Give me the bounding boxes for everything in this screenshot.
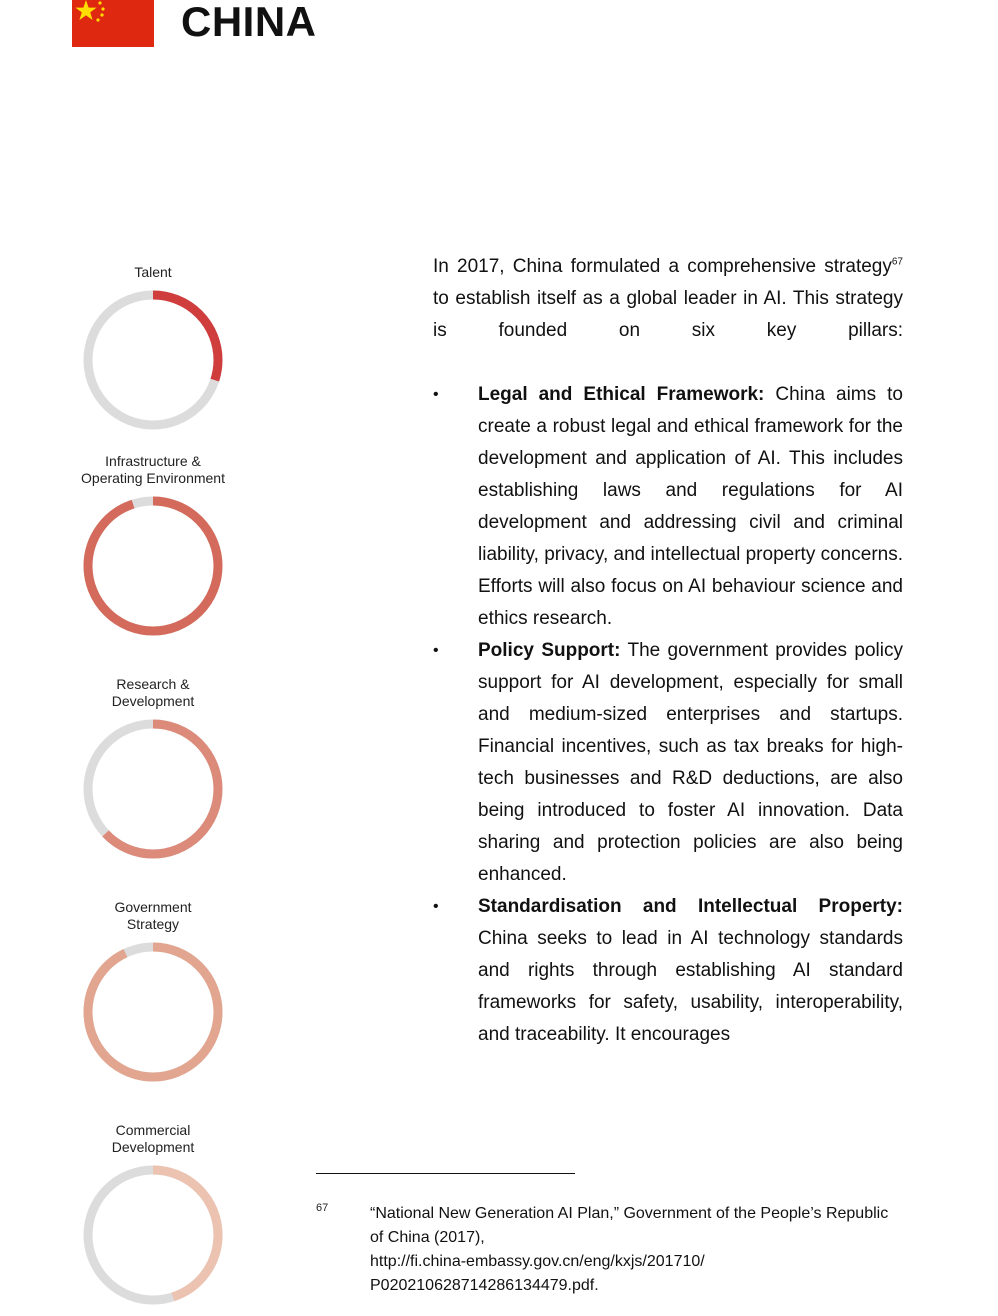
- list-item: [433, 891, 903, 1051]
- donut-chart: [62, 716, 244, 862]
- donut-value-arc: [88, 501, 218, 631]
- donut-chart: [62, 287, 244, 433]
- pillar-heading: Policy Support:: [478, 640, 621, 661]
- pillar-text: China aims to create a robust legal and ethical framework for the development and application of AI. This includes establishing laws and regulations for AI development and addressing civil and criminal liability, privacy, and intellectual property concerns. Efforts will also focus on AI behaviour science and ethics research.: [478, 384, 903, 629]
- footnote-link[interactable]: http://fi.china-embassy.gov.cn/eng/kxjs/201710/: [370, 1253, 705, 1270]
- donut-government: [62, 899, 244, 1085]
- pillar-text: China seeks to lead in AI technology standards and rights through establishing AI standard frameworks for safety, usability, interoperability, and traceability. It encourages: [478, 928, 903, 1045]
- donut-chart: [62, 939, 244, 1085]
- donut-value-arc: [88, 947, 218, 1077]
- flag-stars-icon: [72, 0, 154, 47]
- intro-paragraph: [433, 251, 903, 347]
- pillar-heading: Standardisation and Intellectual Property:: [478, 896, 903, 917]
- donut-commercial: [62, 1122, 244, 1308]
- donut-label: [62, 1122, 244, 1156]
- donut-label-line: Development: [111, 693, 195, 709]
- china-flag: [72, 0, 154, 47]
- pillar-list: [433, 379, 903, 1051]
- donut-label-line: Infrastructure &: [105, 453, 201, 469]
- donut-label: [62, 453, 244, 487]
- footnote-line: of China (2017),: [370, 1229, 485, 1246]
- donut-chart: [62, 1162, 244, 1308]
- footnote-number: 67: [316, 1202, 329, 1214]
- footnote-link[interactable]: P020210628714286134479.pdf.: [370, 1277, 599, 1294]
- intro-text: In 2017, China formulated a comprehensive strategy: [433, 256, 892, 277]
- donut-label: [62, 899, 244, 933]
- donut-infrastructure: [62, 453, 244, 639]
- donut-label-line: Commercial: [115, 1122, 191, 1138]
- donut-talent: [62, 247, 244, 433]
- donut-label-line: Operating Environment: [81, 470, 225, 486]
- donut-label-line: Talent: [134, 264, 172, 280]
- donut-label-line: Strategy: [126, 916, 180, 932]
- footnote-text: [370, 1202, 910, 1298]
- footnote-divider: [316, 1173, 575, 1174]
- list-item: [433, 379, 903, 635]
- donut-label: [62, 247, 244, 281]
- pillar-heading: Legal and Ethical Framework:: [478, 384, 765, 405]
- donut-research: [62, 676, 244, 862]
- body-text: [433, 251, 903, 1051]
- footnote-reference[interactable]: 67: [891, 256, 903, 268]
- intro-text: to establish itself as a global leader in AI. This strategy is founded on six key pillars:: [433, 288, 903, 341]
- footnote-line: “National New Generation AI Plan,” Government of the People’s Republic: [370, 1205, 889, 1222]
- donut-svg: [80, 287, 226, 433]
- donut-label: [62, 676, 244, 710]
- donut-svg: [80, 716, 226, 862]
- donut-svg: [80, 939, 226, 1085]
- page-title: CHINA: [181, 0, 317, 45]
- donut-svg: [80, 493, 226, 639]
- list-item: [433, 635, 903, 891]
- donut-svg: [80, 1162, 226, 1308]
- donut-chart: [62, 493, 244, 639]
- donut-label-line: Development: [111, 1139, 195, 1155]
- donut-label-line: Research &: [116, 676, 190, 692]
- pillar-text: The government provides policy support for AI development, especially for small and medium-sized enterprises and startups. Financial incentives, such as tax breaks for high-tech businesses and R&D deductions, are also being introduced to foster AI innovation. Data sharing and protection policies are also being enhanced.: [478, 640, 903, 885]
- donut-label-line: Government: [114, 899, 192, 915]
